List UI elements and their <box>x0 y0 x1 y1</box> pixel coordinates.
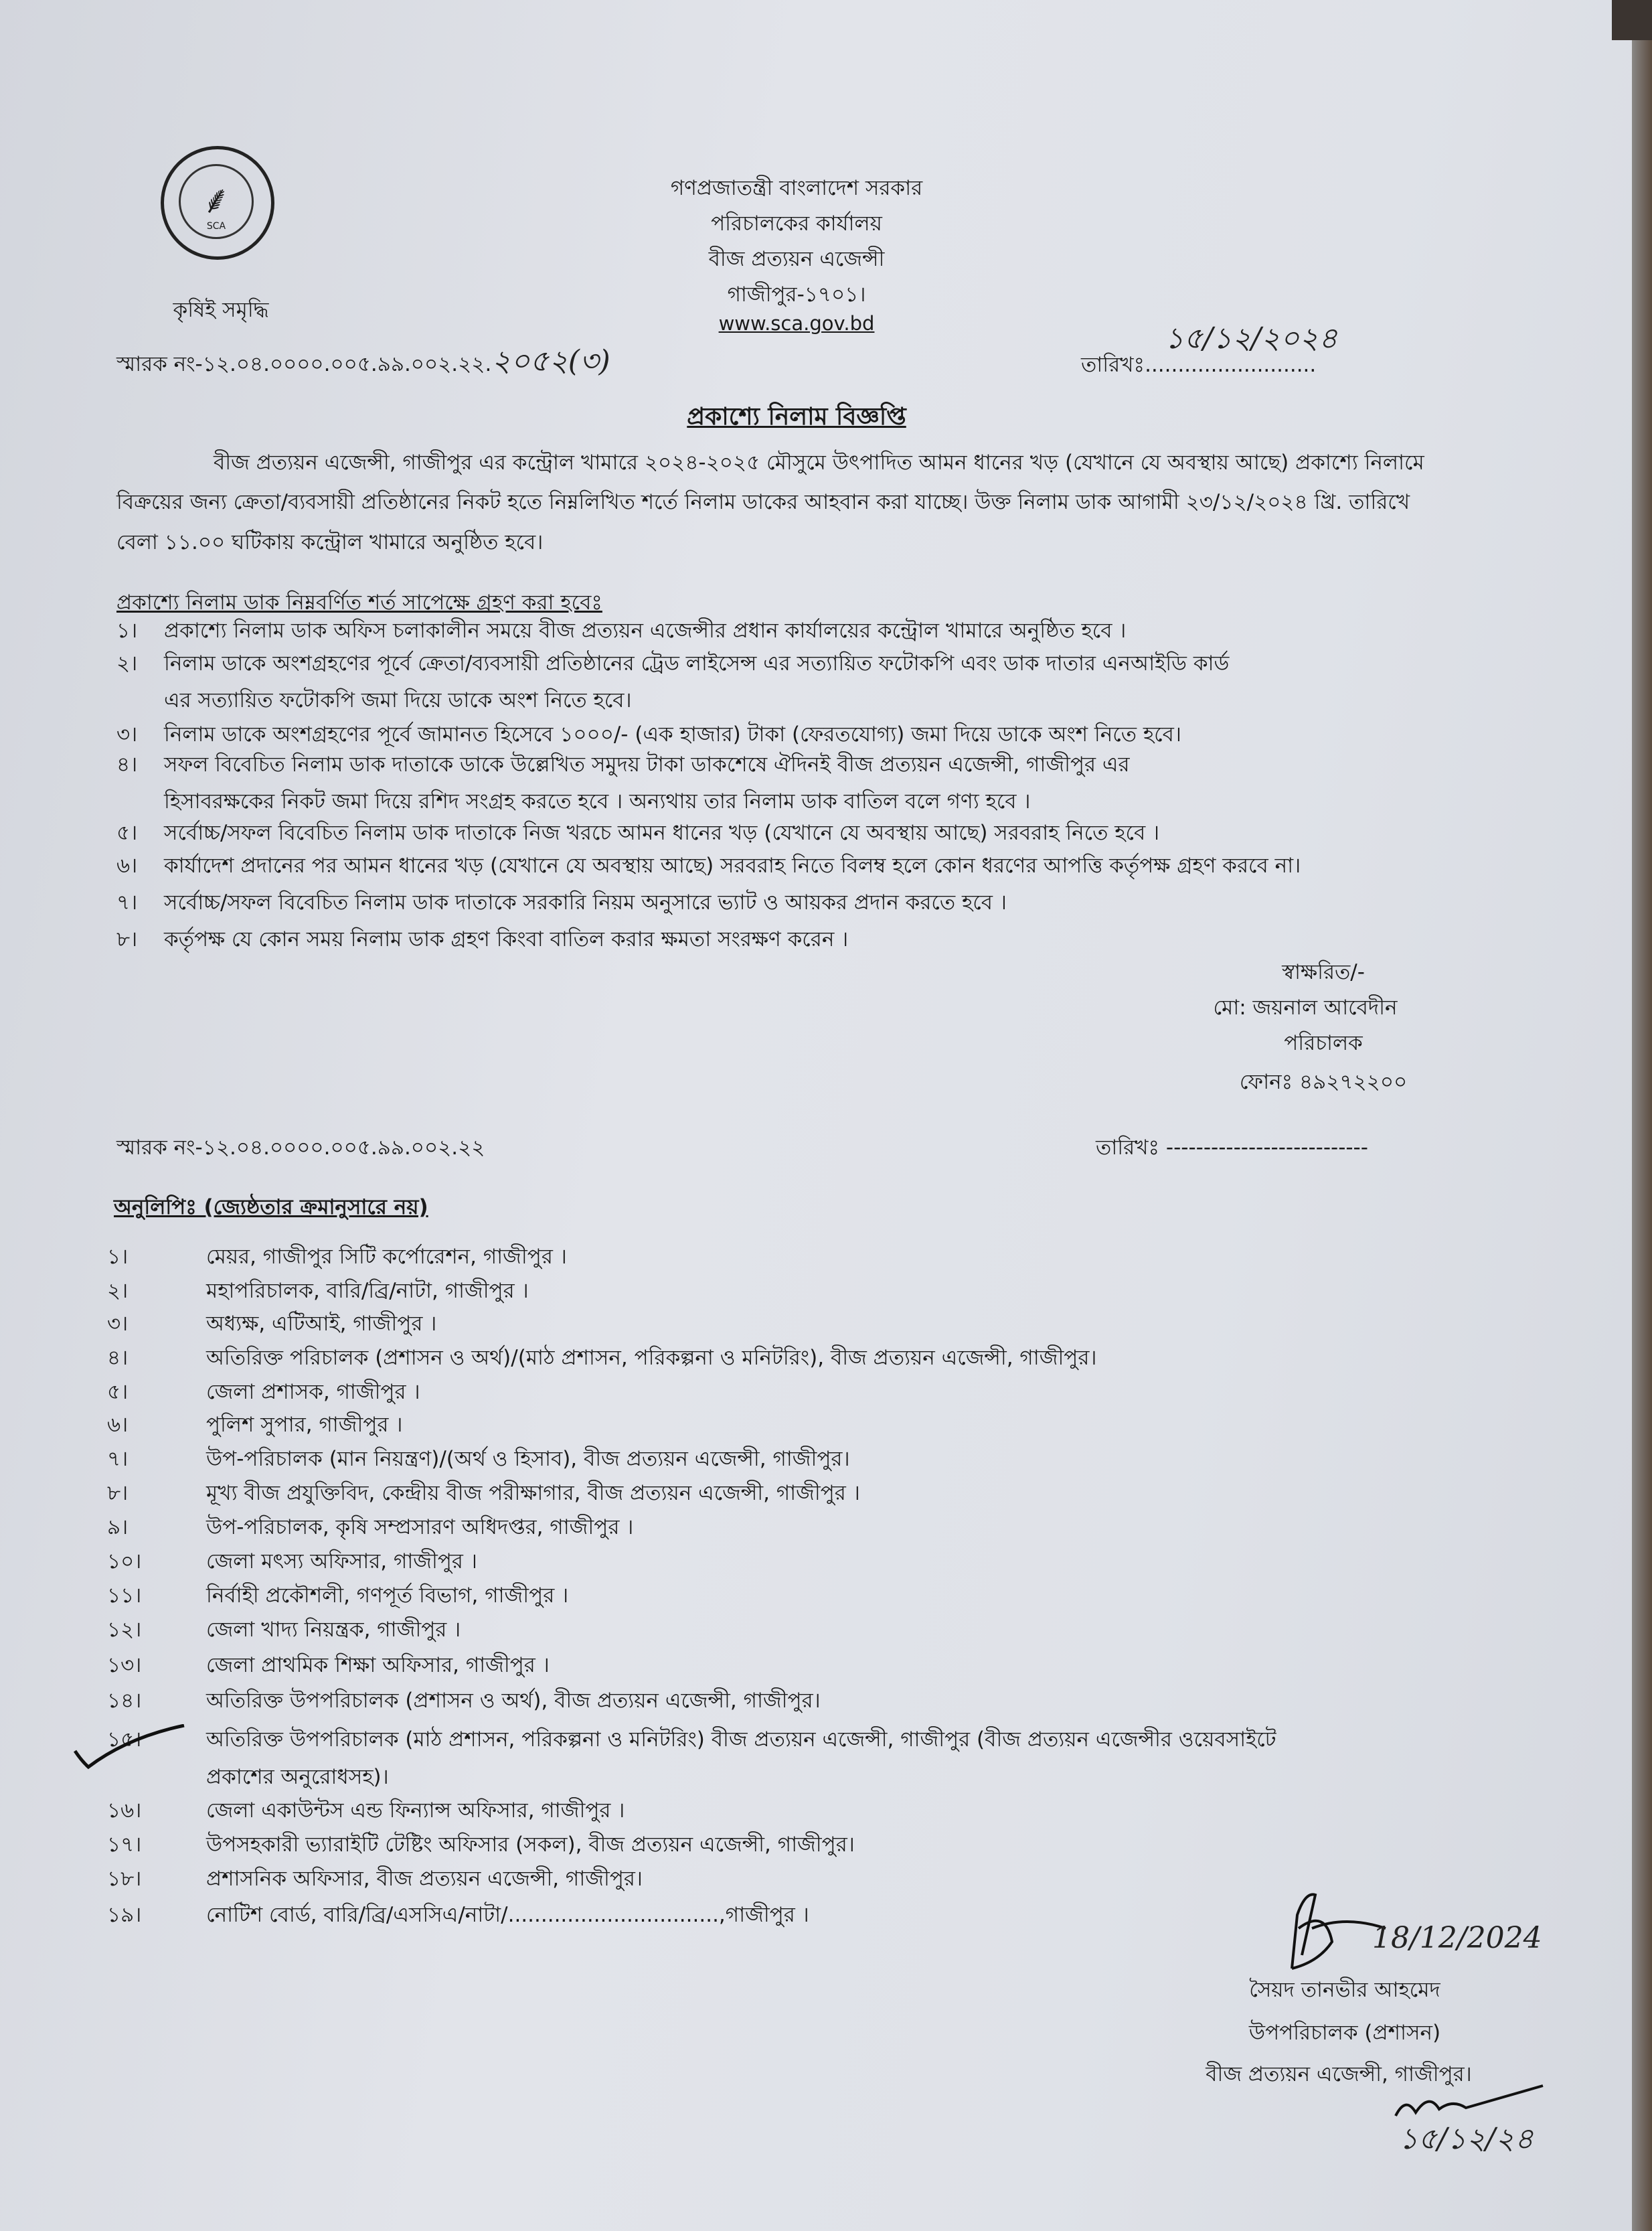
signatory2-name: সৈয়দ তানভীর আহমেদ <box>1249 1978 1440 2002</box>
list-item-text: হিসাবরক্ষকের নিকট জমা দিয়ে রশিদ সংগ্রহ করতে হবে । অন্যথায় তার নিলাম ডাক বাতিল বলে গণ্য হবে । <box>164 789 1031 814</box>
list-item-number: ৪। <box>116 753 138 777</box>
memo-handwritten-number: ২০৫২(৩) <box>491 344 610 378</box>
notice-title: প্রকাশ্যে নিলাম বিজ্ঞপ্তি <box>687 403 906 431</box>
list-item-number: ১২। <box>107 1618 142 1642</box>
list-item-number: ১। <box>107 1245 129 1269</box>
website-link[interactable]: www.sca.gov.bd <box>718 312 875 335</box>
list-item-number: ২। <box>107 1279 129 1303</box>
list-item-number: ৩। <box>107 1312 129 1336</box>
header-line-address: গাজীপুর-১৭০১। <box>727 283 866 307</box>
signatory2-designation: উপপরিচালক (প্রশাসন) <box>1248 2021 1441 2045</box>
list-item-number: ৬। <box>116 854 138 878</box>
list-item-text: জেলা খাদ্য নিয়ন্ত্রক, গাজীপুর । <box>206 1618 461 1642</box>
list-item-text: নোটিশ বোর্ড, বারি/ব্রি/এসসিএ/নাটা/................................,গাজীপুর । <box>206 1903 809 1927</box>
list-item-number: ১। <box>116 619 138 643</box>
list-item-text: নিলাম ডাকে অংশগ্রহণের পূর্বে ক্রেতা/ব্যবসায়ী প্রতিষ্ঠানের ট্রেড লাইসেন্স এর সত্যায়িত ফটোকপি এবং ডাক দাতার এনআইডি কার্ড <box>164 651 1230 676</box>
paragraph-line: বীজ প্রত্যয়ন এজেন্সী, গাজীপুর এর কন্ট্রোল খামারে ২০২৪-২০২৫ মৌসুমে উৎপাদিত আমন ধানের খড় (যেখানে যে অবস্থায় আছে) প্রকাশ্যে নিলামে <box>214 451 1424 475</box>
signed-mark: স্বাক্ষরিত/- <box>1282 960 1365 984</box>
list-item-number: ৭। <box>107 1447 129 1471</box>
list-item-text: মেয়র, গাজীপুর সিটি কর্পোরেশন, গাজীপুর । <box>206 1245 567 1269</box>
list-item-text: অতিরিক্ত উপপরিচালক (প্রশাসন ও অর্থ), বীজ প্রত্যয়ন এজেন্সী, গাজীপুর। <box>206 1689 821 1713</box>
list-item-number: ৩। <box>116 722 138 747</box>
header-line-office: পরিচালকের কার্যালয় <box>711 212 882 236</box>
signatory2-office: বীজ প্রত্যয়ন এজেন্সী, গাজীপুর। <box>1206 2062 1472 2086</box>
memo-number-label: স্মারক নং-১২.০৪.০০০০.০০৫.৯৯.০০২.২২. <box>116 352 492 376</box>
copies-heading: অনুলিপিঃ (জ্যেষ্ঠতার ক্রমানুসারে নয়) <box>114 1195 428 1219</box>
list-item-text: কার্যাদেশ প্রদানের পর আমন ধানের খড় (যেখানে যে অবস্থায় আছে) সরবরাহ নিতে বিলম্ব হলে কোন ধরণের আপত্তি কর্তৃপক্ষ গ্রহণ করবে না। <box>164 854 1301 878</box>
memo2-number: স্মারক নং-১২.০৪.০০০০.০০৫.৯৯.০০২.২২ <box>116 1136 485 1160</box>
initial-date: ১৫/১২/২৪ <box>1399 2122 1534 2156</box>
header-line-agency: বীজ প্রত্যয়ন এজেন্সী <box>708 247 885 271</box>
paragraph-line: বেলা ১১.০০ ঘটিকায় কন্ট্রোল খামারে অনুষ্ঠিত হবে। <box>116 530 544 554</box>
list-item-text: উপসহকারী ভ্যারাইটি টেষ্টিং অফিসার (সকল), বীজ প্রত্যয়ন এজেন্সী, গাজীপুর। <box>206 1833 855 1857</box>
list-item-number: ১৮। <box>107 1867 142 1891</box>
logo-text: SCA <box>206 221 226 232</box>
list-item-text: সর্বোচ্চ/সফল বিবেচিত নিলাম ডাক দাতাকে নিজ খরচে আমন ধানের খড় (যেখানে যে অবস্থায় আছে) সরবরাহ নিতে হবে । <box>164 821 1160 845</box>
list-item-number: ২। <box>116 651 138 676</box>
list-item-number: ১৩। <box>107 1653 142 1677</box>
page-corner-shadow <box>1612 0 1652 40</box>
list-item-text: প্রকাশের অনুরোধসহ)। <box>206 1765 389 1789</box>
list-item-number: ৪। <box>107 1346 129 1370</box>
sca-logo-seal <box>161 146 274 260</box>
list-item-text: কর্তৃপক্ষ যে কোন সময় নিলাম ডাক গ্রহণ কিংবা বাতিল করার ক্ষমতা সংরক্ষণ করেন । <box>164 927 849 951</box>
list-item-text: মহাপরিচালক, বারি/ব্রি/নাটা, গাজীপুর । <box>206 1279 529 1303</box>
signatory-phone: ফোনঃ ৪৯২৭২২০০ <box>1239 1070 1408 1094</box>
list-item-number: ১৪। <box>107 1689 142 1713</box>
list-item-text: জেলা একাউন্টস এন্ড ফিন্যান্স অফিসার, গাজীপুর । <box>206 1798 625 1823</box>
page-edge-shadow <box>1632 0 1652 2231</box>
motto: কৃষিই সমৃদ্ধি <box>173 298 269 322</box>
list-item-number: ৫। <box>107 1380 129 1404</box>
date-dots: .......................... <box>1145 353 1317 377</box>
list-item-text: পুলিশ সুপার, গাজীপুর । <box>206 1413 403 1437</box>
list-item-number: ৫। <box>116 821 138 845</box>
conditions-heading: প্রকাশ্যে নিলাম ডাক নিম্নবর্ণিত শর্ত সাপেক্ষে গ্রহণ করা হবেঃ <box>116 591 602 615</box>
list-item-text: মূখ্য বীজ প্রযুক্তিবিদ, কেন্দ্রীয় বীজ পরীক্ষাগার, বীজ প্রত্যয়ন এজেন্সী, গাজীপুর । <box>206 1481 860 1505</box>
list-item-number: ১৭। <box>107 1833 142 1857</box>
list-item-number: ১১। <box>107 1584 142 1608</box>
list-item-text: নিলাম ডাকে অংশগ্রহণের পূর্বে জামানত হিসেবে ১০০০/- (এক হাজার) টাকা (ফেরতযোগ্য) জমা দিয়ে ডাকে অংশ নিতে হবে। <box>164 722 1181 747</box>
initial-signature <box>1392 2082 1546 2123</box>
list-item-text: এর সত্যায়িত ফটোকপি জমা দিয়ে ডাকে অংশ নিতে হবে। <box>164 688 632 712</box>
list-item-number: ৮। <box>107 1481 129 1505</box>
memo2-date: তারিখঃ --------------------------- <box>1096 1136 1368 1160</box>
list-item-text: সর্বোচ্চ/সফল বিবেচিত নিলাম ডাক দাতাকে সরকারি নিয়ম অনুসারে ভ্যাট ও আয়কর প্রদান করতে হবে । <box>164 891 1007 915</box>
memo-number <box>116 344 610 378</box>
list-item-text: সফল বিবেচিত নিলাম ডাক দাতাকে ডাকে উল্লেখিত সমুদয় টাকা ডাকশেষে ঐদিনই বীজ প্রত্যয়ন এজেন্সী, গাজীপুর এর <box>164 753 1130 777</box>
list-item-number: ৮। <box>116 927 138 951</box>
date-label: তারিখঃ <box>1081 353 1145 377</box>
list-item-text: জেলা প্রশাসক, গাজীপুর । <box>206 1380 420 1404</box>
list-item-text: জেলা মৎস্য অফিসার, গাজীপুর । <box>206 1549 477 1573</box>
seal-inner-ring <box>179 164 254 239</box>
list-item-text: প্রশাসনিক অফিসার, বীজ প্রত্যয়ন এজেন্সী, গাজীপুর। <box>206 1867 643 1891</box>
paragraph-line: বিক্রয়ের জন্য ক্রেতা/ব্যবসায়ী প্রতিষ্ঠানের নিকট হতে নিম্নলিখিত শর্তে নিলাম ডাকের আহবান করা যাচ্ছে। উক্ত নিলাম ডাক আগামী ২৩/১২/২০২৪ খ্রি. তারিখে <box>116 490 1410 514</box>
signatory-designation: পরিচালক <box>1284 1031 1363 1055</box>
signatory-name: মো: জয়নাল আবেদীন <box>1213 996 1398 1020</box>
memo-date <box>1081 352 1316 378</box>
list-item-number: ১৬। <box>107 1798 142 1823</box>
list-item-text: নির্বাহী প্রকৌশলী, গণপূর্ত বিভাগ, গাজীপুর । <box>206 1584 569 1608</box>
checkmark-icon <box>74 1724 187 1771</box>
list-item-text: জেলা প্রাথমিক শিক্ষা অফিসার, গাজীপুর । <box>206 1653 550 1677</box>
handwritten-date: ১৫/১২/২০২৪ <box>1165 321 1338 356</box>
list-item-number: ৬। <box>107 1413 129 1437</box>
list-item-number: ১০। <box>107 1549 142 1573</box>
list-item-number: ১৫। <box>107 1727 142 1752</box>
list-item-text: অতিরিক্ত উপপরিচালক (মাঠ প্রশাসন, পরিকল্পনা ও মনিটরিং) বীজ প্রত্যয়ন এজেন্সী, গাজীপুর (বীজ প্রত্যয়ন এজেন্সীর ওয়েবসাইটে <box>206 1727 1276 1752</box>
signature-date: 18/12/2024 <box>1372 1921 1542 1955</box>
list-item-number: ১৯। <box>107 1903 142 1927</box>
list-item-text: অধ্যক্ষ, এটিআই, গাজীপুর । <box>206 1312 437 1336</box>
header-line-government: গণপ্রজাতন্ত্রী বাংলাদেশ সরকার <box>670 176 923 200</box>
list-item-text: উপ-পরিচালক (মান নিয়ন্ত্রণ)/(অর্থ ও হিসাব), বীজ প্রত্যয়ন এজেন্সী, গাজীপুর। <box>206 1447 850 1471</box>
list-item-number: ৯। <box>107 1515 129 1539</box>
list-item-number: ৭। <box>116 891 138 915</box>
list-item-text: অতিরিক্ত পরিচালক (প্রশাসন ও অর্থ)/(মাঠ প্রশাসন, পরিকল্পনা ও মনিটরিং), বীজ প্রত্যয়ন এজেন্সী, গাজীপুর। <box>206 1346 1097 1370</box>
list-item-text: উপ-পরিচালক, কৃষি সম্প্রসারণ অধিদপ্তর, গাজীপুর । <box>206 1515 634 1539</box>
paddy-plant-icon: ⸙ <box>201 177 231 222</box>
list-item-text: প্রকাশ্যে নিলাম ডাক অফিস চলাকালীন সময়ে বীজ প্রত্যয়ন এজেন্সীর প্রধান কার্যালয়ের কন্ট্রোল খামারে অনুষ্ঠিত হবে । <box>164 619 1127 643</box>
